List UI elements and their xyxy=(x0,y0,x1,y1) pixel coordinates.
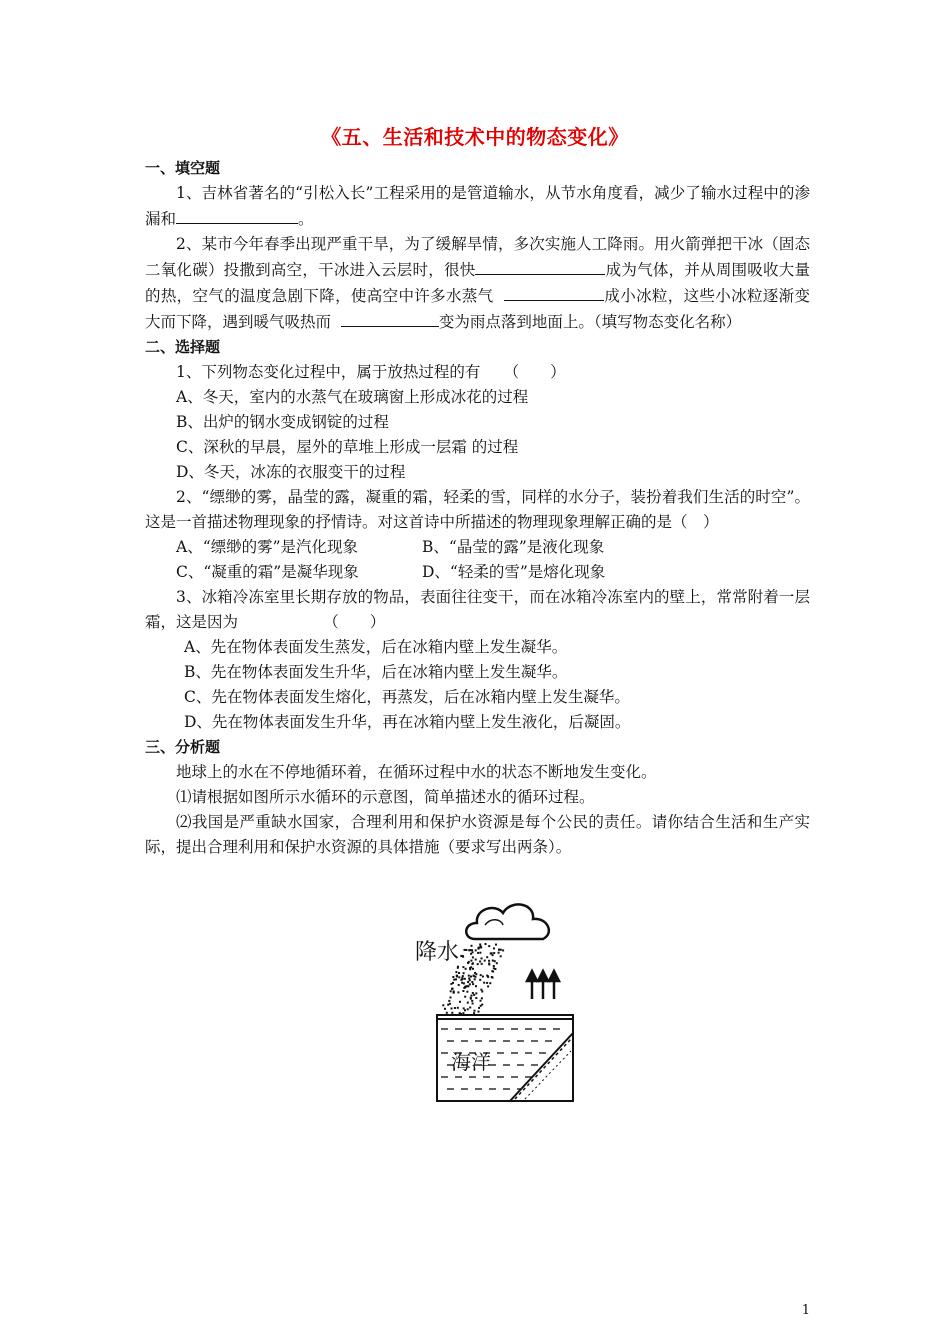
answer-blank xyxy=(341,309,439,327)
option-row xyxy=(145,560,810,585)
water-cycle-figure xyxy=(415,893,575,1105)
question-fill-2 xyxy=(145,232,810,335)
option-row xyxy=(145,535,810,560)
analysis-sub-1: ⑴请根据如图所示水循环的示意图，简单描述水的循环过程。 xyxy=(176,788,595,806)
question-text: 。 xyxy=(298,210,314,228)
rain-label: 降水 xyxy=(415,940,460,965)
evaporation-arrows-icon xyxy=(527,971,559,999)
option-item: A、冬天，室内的水蒸气在玻璃窗上形成冰花的过程 xyxy=(176,388,529,406)
answer-blank xyxy=(176,206,298,224)
question-choice-2: 2、“缥缈的雾，晶莹的露，凝重的霜，轻柔的雪，同样的水分子，装扮着我们生活的时空”。这是一首描述物理现象的抒情诗。对这首诗中所描述的物理现象理解正确的是（ ） xyxy=(145,488,810,531)
option-item: B、出炉的钢水变成钢锭的过程 xyxy=(176,413,389,431)
answer-blank xyxy=(504,283,604,301)
page-title: 《五、生活和技术中的物态变化》 xyxy=(321,125,629,149)
option-item: C、先在物体表面发生熔化，再蒸发，后在冰箱内壁上发生凝华。 xyxy=(184,688,630,706)
cloud-icon xyxy=(466,904,549,939)
question-text: 成为气体，并从周围吸收大量的热，空气的温度急剧下降，使高空中许多水蒸气 xyxy=(145,261,810,305)
section-heading-choice: 二、选择题 xyxy=(145,338,221,356)
analysis-sub-2: ⑵我国是严重缺水国家，合理利用和保护水资源是每个公民的责任。请你结合生活和生产实际，提出合理利用和保护水资源的具体措施（要求写出两条）。 xyxy=(145,813,810,856)
question-text: 2、某市今年春季出现严重干旱，为了缓解旱情，多次实施人工降雨。用火箭弹把干冰（固态二氧化碳）投撒到高空，干冰进入云层时，很快 xyxy=(145,235,810,279)
option-item: C、“凝重的霜”是凝华现象 xyxy=(176,563,359,581)
document-body xyxy=(145,156,810,860)
section-heading-analysis: 三、分析题 xyxy=(145,738,221,756)
question-choice-1: 1、下列物态变化过程中，属于放热过程的有 （ ） xyxy=(176,363,566,381)
option-item: B、“晶莹的露”是液化现象 xyxy=(422,538,605,556)
analysis-intro: 地球上的水在不停地循环着，在循环过程中水的状态不断地发生变化。 xyxy=(176,763,657,781)
question-text: 成小冰粒，这些小冰粒逐渐变大而下降，遇到暖气吸热而 xyxy=(145,287,810,331)
option-item: A、“缥缈的雾”是汽化现象 xyxy=(176,538,359,556)
question-text: 变为雨点落到地面上。（填写物态变化名称） xyxy=(438,313,742,331)
question-text: 1、吉林省著名的“引松入长”工程采用的是管道输水，从节水角度看，减少了输水过程中的渗漏和 xyxy=(145,184,810,228)
answer-blank xyxy=(475,257,605,275)
question-fill-1 xyxy=(145,181,810,232)
water-cycle-diagram xyxy=(415,893,575,1105)
option-item: A、先在物体表面发生蒸发，后在冰箱内壁上发生凝华。 xyxy=(184,638,568,656)
option-item: D、“轻柔的雪”是熔化现象 xyxy=(422,563,606,581)
option-item: B、先在物体表面发生升华，后在冰箱内壁上发生凝华。 xyxy=(184,663,568,681)
ocean-label: 海洋 xyxy=(451,1050,491,1074)
option-item: C、深秋的早晨，屋外的草堆上形成一层霜 的过程 xyxy=(176,438,519,456)
section-heading-fill-blank: 一、填空题 xyxy=(145,159,221,177)
question-choice-3: 3、冰箱冷冻室里长期存放的物品，表面往往变干，而在冰箱冷冻室内的壁上，常常附着一层霜，这是因为 （ ） xyxy=(145,588,810,631)
option-item: D、先在物体表面发生升华，再在冰箱内壁上发生液化，后凝固。 xyxy=(184,713,631,731)
option-item: D、冬天，冰冻的衣服变干的过程 xyxy=(176,463,406,481)
page-number: 1 xyxy=(801,1303,810,1318)
